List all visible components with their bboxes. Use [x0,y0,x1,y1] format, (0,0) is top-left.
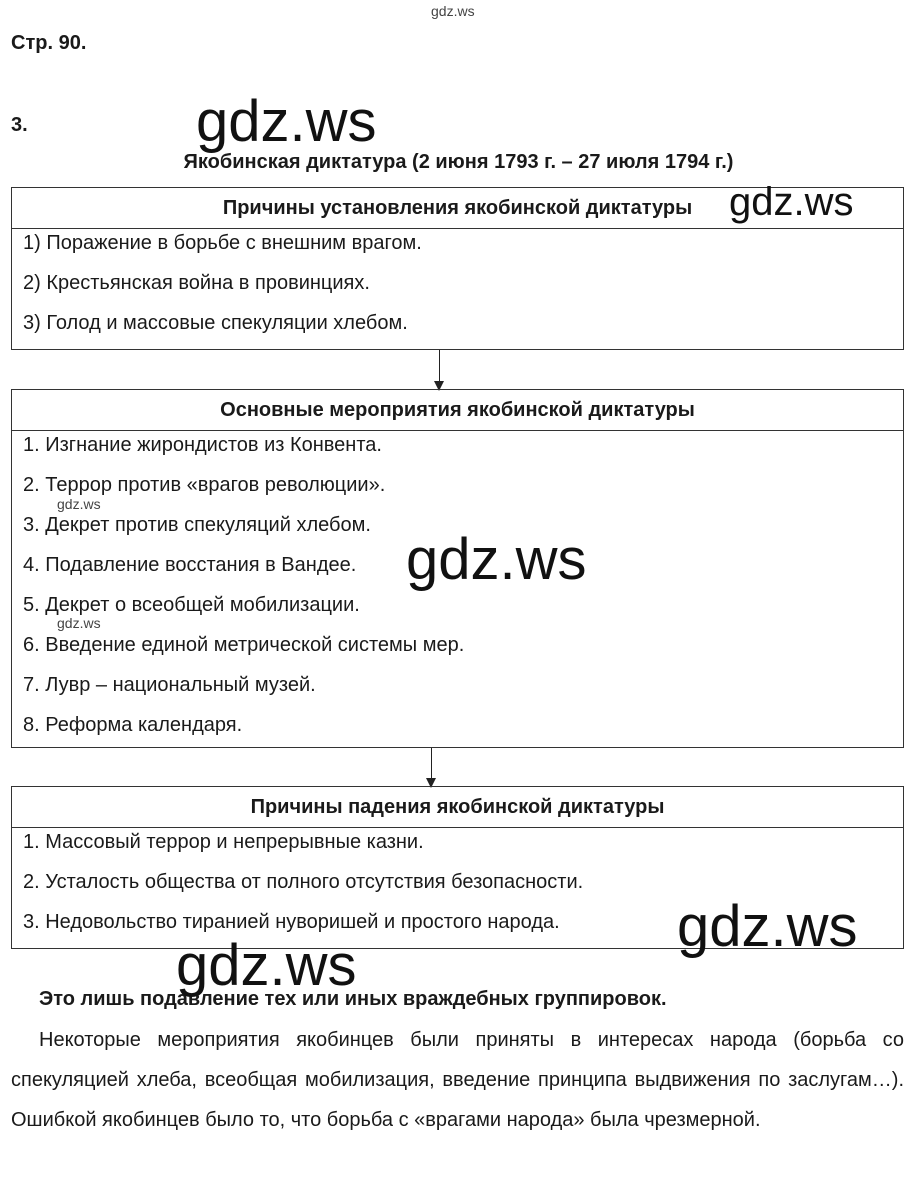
list-item: 2. Террор против «врагов революции». [23,474,386,496]
list-item: 1) Поражение в борьбе с внешним врагом. [23,232,422,254]
watermark: gdz.ws [729,180,854,224]
watermark: gdz.ws [196,89,377,154]
list-item: 3. Недовольство тиранией нуворишей и простого народа. [23,911,560,933]
measures-title: Основные мероприятия якобинской диктатуры [12,390,903,431]
diagram-title: Якобинская диктатура (2 июня 1793 г. – 27 июля 1794 г.) [183,151,734,173]
causes-title: Причины установления якобинской диктатуры [12,188,903,229]
arrow-down-icon [439,350,440,390]
list-item: 1. Массовый террор и непрерывные казни. [23,831,424,853]
list-item: 4. Подавление восстания в Вандее. [23,554,357,576]
arrow-down-icon [431,748,432,787]
conclusion-paragraph: Некоторые мероприятия якобинцев были приняты в интересах народа (борьба со спекуляцией хлеба, всеобщая мобилизация, введение принципа выдвижения по заслугам…). Ошибкой якобинцев было то, что борьба с «врагами народа» была чрезмерной. [11,1029,904,1131]
list-item: 6. Введение единой метрической системы мер. [23,634,465,656]
list-item: 5. Декрет о всеобщей мобилизации. [23,594,360,616]
watermark-small: gdz.ws [57,615,101,631]
watermark-top: gdz.ws [431,3,475,19]
list-item: 8. Реформа календаря. [23,714,243,736]
list-item: 3) Голод и массовые спекуляции хлебом. [23,312,408,334]
list-item: 3. Декрет против спекуляций хлебом. [23,514,371,536]
page-label: Стр. 90. [11,32,87,54]
list-item: 2) Крестьянская война в провинциях. [23,272,370,294]
fall-title: Причины падения якобинской диктатуры [12,787,903,828]
watermark: gdz.ws [677,894,858,959]
watermark-small: gdz.ws [57,496,101,512]
watermark: gdz.ws [406,527,587,592]
watermark: gdz.ws [176,933,357,998]
conclusion-bold: Это лишь подавление тех или иных враждебных группировок. [39,988,667,1010]
task-number: 3. [11,114,28,136]
causes-list [12,229,903,349]
list-item: 1. Изгнание жирондистов из Конвента. [23,434,382,456]
list-item: 7. Лувр – национальный музей. [23,674,316,696]
list-item: 2. Усталость общества от полного отсутствия безопасности. [23,871,584,893]
